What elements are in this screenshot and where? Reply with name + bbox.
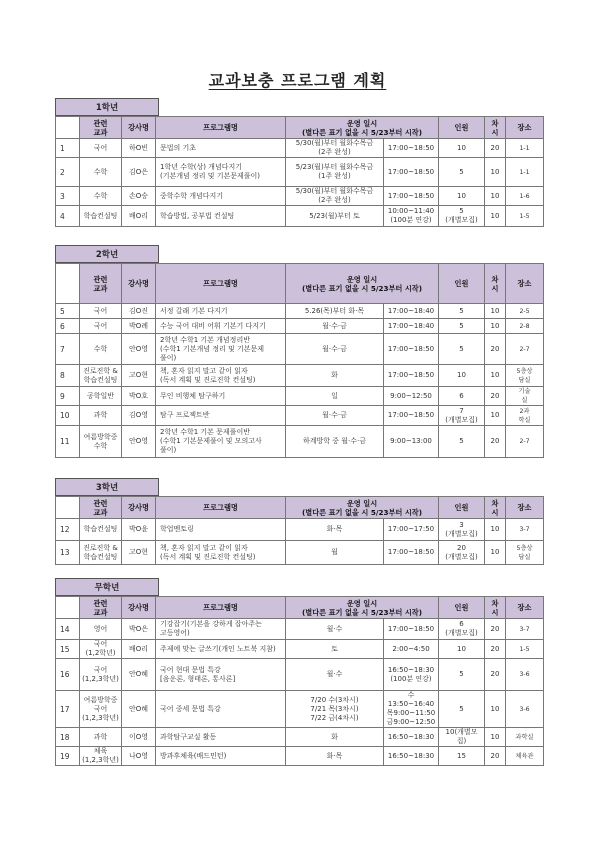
- sessions-cell: 20: [485, 619, 506, 640]
- people-cell: 15: [439, 747, 485, 766]
- place-cell: 1-1: [506, 158, 544, 187]
- sessions-cell: 10: [485, 319, 506, 334]
- row-number: 12: [56, 519, 80, 541]
- sessions-cell: 10: [485, 187, 506, 206]
- row-number: 17: [56, 691, 80, 728]
- header-place: 장소: [506, 597, 544, 619]
- subject-cell: 수학: [80, 158, 122, 187]
- people-cell: 5: [439, 158, 485, 187]
- sessions-cell: 20: [485, 139, 506, 158]
- time-cell: 10:00~11:40 (100분 연강): [384, 206, 439, 227]
- header-teacher: 강사명: [122, 264, 156, 304]
- subject-cell: 국어 (1,2,3학년): [80, 659, 122, 691]
- program-cell: 과학탐구교실 활동: [156, 728, 286, 747]
- program-table: [55, 596, 544, 766]
- table-row: [56, 519, 544, 541]
- place-cell: 기술 실: [506, 387, 544, 406]
- table-row: [56, 691, 544, 728]
- sessions-cell: 10: [485, 206, 506, 227]
- table-row: [56, 139, 544, 158]
- header-schedule: 운영 일시 (별다른 표기 없을 시 5/23부터 시작): [286, 117, 439, 139]
- place-cell: 3-6: [506, 659, 544, 691]
- place-cell: 체육관: [506, 747, 544, 766]
- header-program: 프로그램명: [156, 597, 286, 619]
- day-cell: 7/20 수(3차시) 7/21 목(3차시) 7/22 금(4차시): [286, 691, 384, 728]
- people-cell: 6: [439, 387, 485, 406]
- subject-cell: 여름방학중 수학: [80, 426, 122, 458]
- place-cell: 2-7: [506, 334, 544, 365]
- teacher-cell: 박O윤: [122, 519, 156, 541]
- table-row: [56, 365, 544, 387]
- program-cell: 1학년 수학(상) 개념다지기 (기본개념 정리 및 기본문제풀이): [156, 158, 286, 187]
- header-sessions: 차 시: [485, 497, 506, 519]
- table-row: [56, 406, 544, 426]
- teacher-cell: 이O영: [122, 728, 156, 747]
- subject-cell: 수학: [80, 187, 122, 206]
- subject-cell: 영어: [80, 619, 122, 640]
- time-cell: 16:50~18:30: [384, 728, 439, 747]
- time-cell: 17:00~18:40: [384, 304, 439, 319]
- sessions-cell: 10: [485, 365, 506, 387]
- row-number: 2: [56, 158, 80, 187]
- table-row: [56, 319, 544, 334]
- row-number: 8: [56, 365, 80, 387]
- program-cell: 2학년 수학1 기본 문제풀이반 (수학1 기본문제풀이 및 모의고사 풀이): [156, 426, 286, 458]
- program-cell: 학업멘토링: [156, 519, 286, 541]
- people-cell: 10: [439, 139, 485, 158]
- sessions-cell: 10: [485, 541, 506, 565]
- row-number: 19: [56, 747, 80, 766]
- header-sessions: 차 시: [485, 264, 506, 304]
- sessions-cell: 10: [485, 304, 506, 319]
- sessions-cell: 10: [485, 406, 506, 426]
- header-sessions: 차 시: [485, 597, 506, 619]
- table-row: [56, 334, 544, 365]
- row-number: 5: [56, 304, 80, 319]
- teacher-cell: 김O진: [122, 304, 156, 319]
- table-row: [56, 187, 544, 206]
- row-number: 16: [56, 659, 80, 691]
- day-cell: 일: [286, 387, 384, 406]
- section-4: [55, 578, 543, 766]
- sessions-cell: 10: [485, 728, 506, 747]
- people-cell: 10: [439, 187, 485, 206]
- place-cell: 3-7: [506, 519, 544, 541]
- subject-cell: 국어: [80, 319, 122, 334]
- day-cell: 하계방학 중 월·수·금: [286, 426, 384, 458]
- table-row: [56, 426, 544, 458]
- subject-cell: 국어: [80, 139, 122, 158]
- place-cell: 3-6: [506, 691, 544, 728]
- row-number: 10: [56, 406, 80, 426]
- program-cell: 기강잡기(기본을 강하게 잡아주는 고등영어): [156, 619, 286, 640]
- day-cell: 월·수·금: [286, 334, 384, 365]
- table-row: [56, 728, 544, 747]
- program-table: [55, 496, 544, 565]
- header-subject: 관련 교과: [80, 117, 122, 139]
- people-cell: 10(개별모집): [439, 728, 485, 747]
- program-cell: 책, 혼자 읽지 말고 같이 읽자 (독서 계획 및 진로진학 컨설팅): [156, 365, 286, 387]
- day-cell: 토: [286, 640, 384, 659]
- day-cell: 월·수: [286, 659, 384, 691]
- place-cell: 1-6: [506, 187, 544, 206]
- teacher-cell: 김O영: [122, 406, 156, 426]
- header-program: 프로그램명: [156, 264, 286, 304]
- people-cell: 5: [439, 659, 485, 691]
- place-cell: 2과 학실: [506, 406, 544, 426]
- header-blank: [56, 117, 80, 139]
- header-blank: [56, 264, 80, 304]
- header-program: 프로그램명: [156, 117, 286, 139]
- program-cell: 무인 비행체 탐구하기: [156, 387, 286, 406]
- program-table: [55, 116, 544, 227]
- teacher-cell: 김O은: [122, 158, 156, 187]
- teacher-cell: 고O현: [122, 365, 156, 387]
- program-cell: 탐구 프로젝트반: [156, 406, 286, 426]
- teacher-cell: 배O리: [122, 640, 156, 659]
- table-row: [56, 640, 544, 659]
- place-cell: 1-5: [506, 206, 544, 227]
- grade-label: 무학년: [55, 578, 159, 596]
- subject-cell: 국어 (1,2학년): [80, 640, 122, 659]
- people-cell: 5: [439, 426, 485, 458]
- header-teacher: 강사명: [122, 117, 156, 139]
- subject-cell: 학습컨설팅: [80, 206, 122, 227]
- header-subject: 관련 교과: [80, 264, 122, 304]
- time-cell: 17:00~18:50: [384, 187, 439, 206]
- header-place: 장소: [506, 264, 544, 304]
- people-cell: 5: [439, 691, 485, 728]
- people-cell: 5 (개별모집): [439, 206, 485, 227]
- sessions-cell: 10: [485, 519, 506, 541]
- place-cell: 과학실: [506, 728, 544, 747]
- time-cell: 17:00~17:50: [384, 519, 439, 541]
- program-cell: 학습방법, 공부법 컨설팅: [156, 206, 286, 227]
- teacher-cell: 배O리: [122, 206, 156, 227]
- table-row: [56, 619, 544, 640]
- subject-cell: 국어: [80, 304, 122, 319]
- time-cell: 16:50~18:30: [384, 747, 439, 766]
- header-place: 장소: [506, 497, 544, 519]
- row-number: 15: [56, 640, 80, 659]
- teacher-cell: 안O혜: [122, 659, 156, 691]
- time-cell: 수13:50~16:40 목9:00~11:50 금9:00~12:50: [384, 691, 439, 728]
- header-people: 인원: [439, 497, 485, 519]
- sessions-cell: 10: [485, 158, 506, 187]
- sessions-cell: 20: [485, 387, 506, 406]
- people-cell: 6 (개별모집): [439, 619, 485, 640]
- day-cell: 월: [286, 541, 384, 565]
- sessions-cell: 20: [485, 747, 506, 766]
- subject-cell: 학습컨설팅: [80, 519, 122, 541]
- subject-cell: 과학: [80, 406, 122, 426]
- place-cell: 1-1: [506, 139, 544, 158]
- time-cell: 9:00~13:00: [384, 426, 439, 458]
- time-cell: 16:50~18:30 (100분 연강): [384, 659, 439, 691]
- people-cell: 5: [439, 319, 485, 334]
- day-cell: 화·목: [286, 747, 384, 766]
- subject-cell: 체육 (1,2,3학년): [80, 747, 122, 766]
- header-blank: [56, 597, 80, 619]
- place-cell: 5층상 담실: [506, 541, 544, 565]
- place-cell: 2-5: [506, 304, 544, 319]
- row-number: 13: [56, 541, 80, 565]
- table-row: [56, 541, 544, 565]
- program-cell: 문법의 기초: [156, 139, 286, 158]
- people-cell: 5: [439, 334, 485, 365]
- sessions-cell: 20: [485, 659, 506, 691]
- place-cell: 5층상 담실: [506, 365, 544, 387]
- row-number: 9: [56, 387, 80, 406]
- people-cell: 10: [439, 365, 485, 387]
- row-number: 18: [56, 728, 80, 747]
- header-schedule: 운영 일시 (별다른 표기 없을 시 5/23부터 시작): [286, 264, 439, 304]
- header-people: 인원: [439, 117, 485, 139]
- day-cell: 5/23(월)부터 월화수목금 (1주 완성): [286, 158, 384, 187]
- people-cell: 10: [439, 640, 485, 659]
- row-number: 4: [56, 206, 80, 227]
- time-cell: 17:00~18:50: [384, 139, 439, 158]
- row-number: 6: [56, 319, 80, 334]
- day-cell: 월·수: [286, 619, 384, 640]
- day-cell: 5/30(월)부터 월화수목금 (2주 완성): [286, 139, 384, 158]
- time-cell: 17:00~18:50: [384, 334, 439, 365]
- teacher-cell: 안O영: [122, 334, 156, 365]
- subject-cell: 여름방학중 국어 (1,2,3학년): [80, 691, 122, 728]
- table-row: [56, 387, 544, 406]
- program-cell: 서정 갈래 기본 다지기: [156, 304, 286, 319]
- place-cell: 2-8: [506, 319, 544, 334]
- place-cell: 1-5: [506, 640, 544, 659]
- grade-label: 3학년: [55, 478, 159, 496]
- table-row: [56, 659, 544, 691]
- subject-cell: 진로진학 & 학습컨설팅: [80, 541, 122, 565]
- table-row: [56, 304, 544, 319]
- teacher-cell: 하O빈: [122, 139, 156, 158]
- program-table: [55, 263, 544, 458]
- section-1: [55, 98, 543, 227]
- program-cell: 2학년 수학1 기본 개념정리반 (수학1 기본개념 정리 및 기본문제 풀이): [156, 334, 286, 365]
- header-schedule: 운영 일시 (별다른 표기 없을 시 5/23부터 시작): [286, 497, 439, 519]
- teacher-cell: 박O은: [122, 619, 156, 640]
- header-sessions: 차 시: [485, 117, 506, 139]
- day-cell: 5/23(월)부터 토: [286, 206, 384, 227]
- people-cell: 7 (개별모집): [439, 406, 485, 426]
- place-cell: 3-7: [506, 619, 544, 640]
- program-cell: 국어 현대 문법 특강 [음운론, 형태론, 통사론]: [156, 659, 286, 691]
- day-cell: 화: [286, 728, 384, 747]
- row-number: 3: [56, 187, 80, 206]
- teacher-cell: 안O혜: [122, 691, 156, 728]
- teacher-cell: 박O호: [122, 387, 156, 406]
- people-cell: 3 (개별모집): [439, 519, 485, 541]
- row-number: 11: [56, 426, 80, 458]
- program-cell: 주제에 맞는 글쓰기(개인 노트북 지참): [156, 640, 286, 659]
- section-2: [55, 245, 543, 458]
- teacher-cell: 고O현: [122, 541, 156, 565]
- sessions-cell: 20: [485, 334, 506, 365]
- table-row: [56, 747, 544, 766]
- program-cell: 중학수학 개념다지기: [156, 187, 286, 206]
- day-cell: 화: [286, 365, 384, 387]
- time-cell: 17:00~18:50: [384, 619, 439, 640]
- header-blank: [56, 497, 80, 519]
- header-program: 프로그램명: [156, 497, 286, 519]
- day-cell: 화·목: [286, 519, 384, 541]
- time-cell: 2:00~4:50: [384, 640, 439, 659]
- page-title: 교과보충 프로그램 계획: [208, 71, 387, 90]
- row-number: 1: [56, 139, 80, 158]
- grade-label: 2학년: [55, 245, 159, 263]
- teacher-cell: 박O례: [122, 319, 156, 334]
- subject-cell: 수학: [80, 334, 122, 365]
- time-cell: 17:00~18:50: [384, 365, 439, 387]
- header-subject: 관련 교과: [80, 597, 122, 619]
- grade-label: 1학년: [55, 98, 159, 116]
- time-cell: 17:00~18:50: [384, 541, 439, 565]
- day-cell: 월·수·금: [286, 406, 384, 426]
- header-subject: 관련 교과: [80, 497, 122, 519]
- row-number: 14: [56, 619, 80, 640]
- day-cell: 5/30(월)부터 월화수목금 (2주 완성): [286, 187, 384, 206]
- header-teacher: 강사명: [122, 597, 156, 619]
- time-cell: 9:00~12:50: [384, 387, 439, 406]
- sessions-cell: 20: [485, 640, 506, 659]
- header-people: 인원: [439, 597, 485, 619]
- sessions-cell: 10: [485, 691, 506, 728]
- header-people: 인원: [439, 264, 485, 304]
- subject-cell: 공학일반: [80, 387, 122, 406]
- program-cell: 책, 혼자 읽지 말고 같이 읽자 (독서 계획 및 진로진학 컨설팅): [156, 541, 286, 565]
- table-row: [56, 158, 544, 187]
- subject-cell: 과학: [80, 728, 122, 747]
- program-cell: 국어 중세 문법 특강: [156, 691, 286, 728]
- time-cell: 17:00~18:50: [384, 406, 439, 426]
- time-cell: 17:00~18:40: [384, 319, 439, 334]
- table-row: [56, 206, 544, 227]
- teacher-cell: 손O승: [122, 187, 156, 206]
- teacher-cell: 안O영: [122, 426, 156, 458]
- day-cell: 월·수·금: [286, 319, 384, 334]
- people-cell: 5: [439, 304, 485, 319]
- header-schedule: 운영 일시 (별다른 표기 없을 시 5/23부터 시작): [286, 597, 439, 619]
- row-number: 7: [56, 334, 80, 365]
- program-cell: 수능 국어 대비 어휘 기본기 다지기: [156, 319, 286, 334]
- subject-cell: 진로진학 & 학습컨설팅: [80, 365, 122, 387]
- section-3: [55, 478, 543, 565]
- place-cell: 2-7: [506, 426, 544, 458]
- time-cell: 17:00~18:50: [384, 158, 439, 187]
- people-cell: 20 (개별모집): [439, 541, 485, 565]
- sessions-cell: 20: [485, 426, 506, 458]
- program-cell: 방과후체육(배드민턴): [156, 747, 286, 766]
- header-place: 장소: [506, 117, 544, 139]
- header-teacher: 강사명: [122, 497, 156, 519]
- day-cell: 5.26(목)부터 화·목: [286, 304, 384, 319]
- teacher-cell: 나O영: [122, 747, 156, 766]
